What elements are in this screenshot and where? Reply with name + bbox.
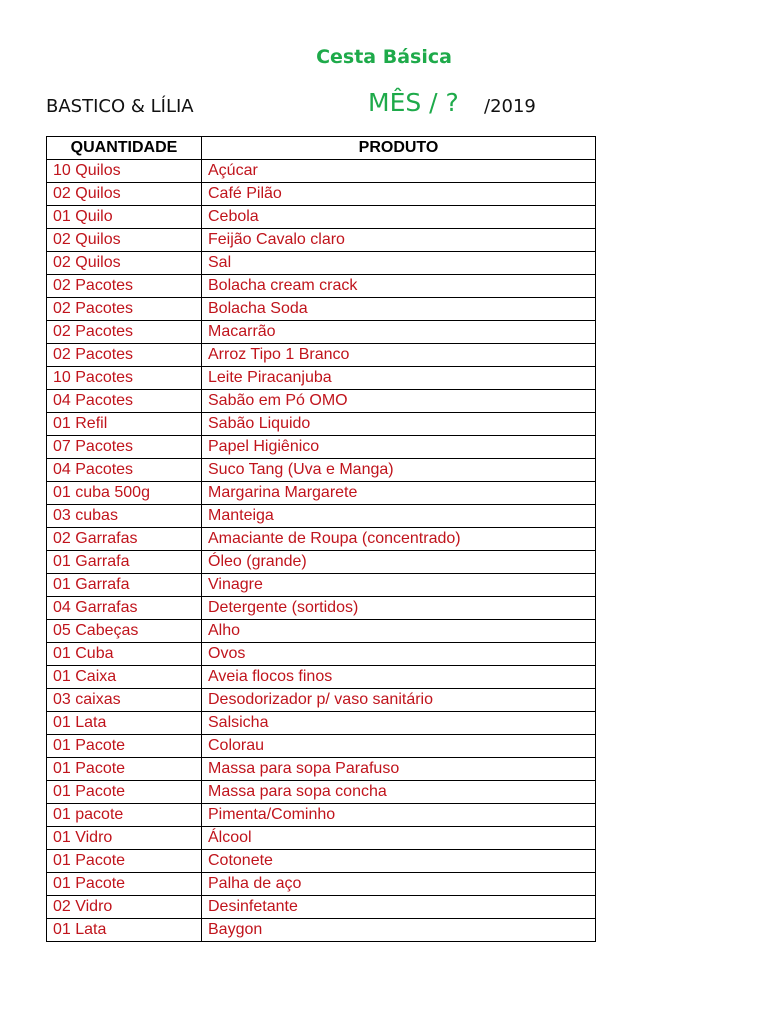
- quantity-cell: 01 Garrafa: [47, 551, 202, 574]
- table-row: [47, 781, 596, 804]
- product-cell: Arroz Tipo 1 Branco: [202, 344, 596, 367]
- table-row: [47, 482, 596, 505]
- product-cell: Açúcar: [202, 160, 596, 183]
- product-cell: Desinfetante: [202, 896, 596, 919]
- table-row: [47, 827, 596, 850]
- product-cell: Cotonete: [202, 850, 596, 873]
- product-cell: Leite Piracanjuba: [202, 367, 596, 390]
- product-cell: Massa para sopa Parafuso: [202, 758, 596, 781]
- quantity-cell: 01 Pacote: [47, 873, 202, 896]
- year-label: /2019: [484, 96, 536, 117]
- table-row: [47, 689, 596, 712]
- table-row: [47, 712, 596, 735]
- quantity-cell: 01 Pacote: [47, 735, 202, 758]
- table-row: [47, 390, 596, 413]
- table-row: [47, 735, 596, 758]
- product-cell: Palha de aço: [202, 873, 596, 896]
- quantity-cell: 04 Garrafas: [47, 597, 202, 620]
- product-cell: Café Pilão: [202, 183, 596, 206]
- quantity-cell: 01 Garrafa: [47, 574, 202, 597]
- quantity-cell: 02 Vidro: [47, 896, 202, 919]
- quantity-cell: 02 Pacotes: [47, 321, 202, 344]
- quantity-cell: 01 Pacote: [47, 781, 202, 804]
- month-label: MÊS / ?: [368, 88, 459, 117]
- table-row: [47, 551, 596, 574]
- quantity-cell: 01 Pacote: [47, 758, 202, 781]
- quantity-cell: 01 cuba 500g: [47, 482, 202, 505]
- quantity-cell: 10 Quilos: [47, 160, 202, 183]
- table-row: [47, 160, 596, 183]
- shopping-list-table: [46, 136, 596, 942]
- table-row: [47, 528, 596, 551]
- quantity-cell: 02 Quilos: [47, 229, 202, 252]
- quantity-cell: 05 Cabeças: [47, 620, 202, 643]
- product-cell: Sabão em Pó OMO: [202, 390, 596, 413]
- table-row: [47, 505, 596, 528]
- table-row: [47, 896, 596, 919]
- product-cell: Macarrão: [202, 321, 596, 344]
- quantity-cell: 03 cubas: [47, 505, 202, 528]
- table-row: [47, 413, 596, 436]
- quantity-cell: 07 Pacotes: [47, 436, 202, 459]
- product-cell: Álcool: [202, 827, 596, 850]
- table-row: [47, 804, 596, 827]
- table-row: [47, 850, 596, 873]
- product-cell: Manteiga: [202, 505, 596, 528]
- table-row: [47, 436, 596, 459]
- column-header-quantity: QUANTIDADE: [47, 137, 202, 160]
- table-row: [47, 206, 596, 229]
- quantity-cell: 02 Garrafas: [47, 528, 202, 551]
- owner-name: BASTICO & LÍLIA: [46, 96, 194, 117]
- table-row: [47, 367, 596, 390]
- product-cell: Aveia flocos finos: [202, 666, 596, 689]
- product-cell: Desodorizador p/ vaso sanitário: [202, 689, 596, 712]
- column-header-product: PRODUTO: [202, 137, 596, 160]
- product-cell: Detergente (sortidos): [202, 597, 596, 620]
- quantity-cell: 02 Pacotes: [47, 275, 202, 298]
- table-row: [47, 873, 596, 896]
- product-cell: Margarina Margarete: [202, 482, 596, 505]
- product-cell: Salsicha: [202, 712, 596, 735]
- table-row: [47, 229, 596, 252]
- page-title: Cesta Básica: [316, 46, 452, 68]
- quantity-cell: 02 Pacotes: [47, 344, 202, 367]
- product-cell: Sal: [202, 252, 596, 275]
- table-row: [47, 344, 596, 367]
- table-row: [47, 597, 596, 620]
- table-row: [47, 574, 596, 597]
- table-row: [47, 252, 596, 275]
- table-row: [47, 321, 596, 344]
- quantity-cell: 01 Vidro: [47, 827, 202, 850]
- table-row: [47, 298, 596, 321]
- product-cell: Óleo (grande): [202, 551, 596, 574]
- product-cell: Feijão Cavalo claro: [202, 229, 596, 252]
- quantity-cell: 01 Cuba: [47, 643, 202, 666]
- quantity-cell: 03 caixas: [47, 689, 202, 712]
- product-cell: Suco Tang (Uva e Manga): [202, 459, 596, 482]
- quantity-cell: 01 Pacote: [47, 850, 202, 873]
- product-cell: Alho: [202, 620, 596, 643]
- quantity-cell: 10 Pacotes: [47, 367, 202, 390]
- quantity-cell: 01 Quilo: [47, 206, 202, 229]
- product-cell: Papel Higiênico: [202, 436, 596, 459]
- quantity-cell: 02 Quilos: [47, 183, 202, 206]
- table-row: [47, 666, 596, 689]
- product-cell: Amaciante de Roupa (concentrado): [202, 528, 596, 551]
- product-cell: Ovos: [202, 643, 596, 666]
- quantity-cell: 02 Quilos: [47, 252, 202, 275]
- table-row: [47, 459, 596, 482]
- table-row: [47, 919, 596, 942]
- table-row: [47, 275, 596, 298]
- product-cell: Baygon: [202, 919, 596, 942]
- quantity-cell: 01 Refil: [47, 413, 202, 436]
- product-cell: Cebola: [202, 206, 596, 229]
- product-cell: Vinagre: [202, 574, 596, 597]
- table-row: [47, 758, 596, 781]
- quantity-cell: 01 pacote: [47, 804, 202, 827]
- table-row: [47, 620, 596, 643]
- table-row: [47, 643, 596, 666]
- product-cell: Massa para sopa concha: [202, 781, 596, 804]
- quantity-cell: 01 Lata: [47, 919, 202, 942]
- quantity-cell: 04 Pacotes: [47, 459, 202, 482]
- product-cell: Sabão Liquido: [202, 413, 596, 436]
- table-header-row: [47, 137, 596, 160]
- quantity-cell: 01 Lata: [47, 712, 202, 735]
- quantity-cell: 02 Pacotes: [47, 298, 202, 321]
- product-cell: Bolacha Soda: [202, 298, 596, 321]
- product-cell: Colorau: [202, 735, 596, 758]
- quantity-cell: 04 Pacotes: [47, 390, 202, 413]
- quantity-cell: 01 Caixa: [47, 666, 202, 689]
- table-row: [47, 183, 596, 206]
- table-body: [47, 160, 596, 942]
- product-cell: Bolacha cream crack: [202, 275, 596, 298]
- product-cell: Pimenta/Cominho: [202, 804, 596, 827]
